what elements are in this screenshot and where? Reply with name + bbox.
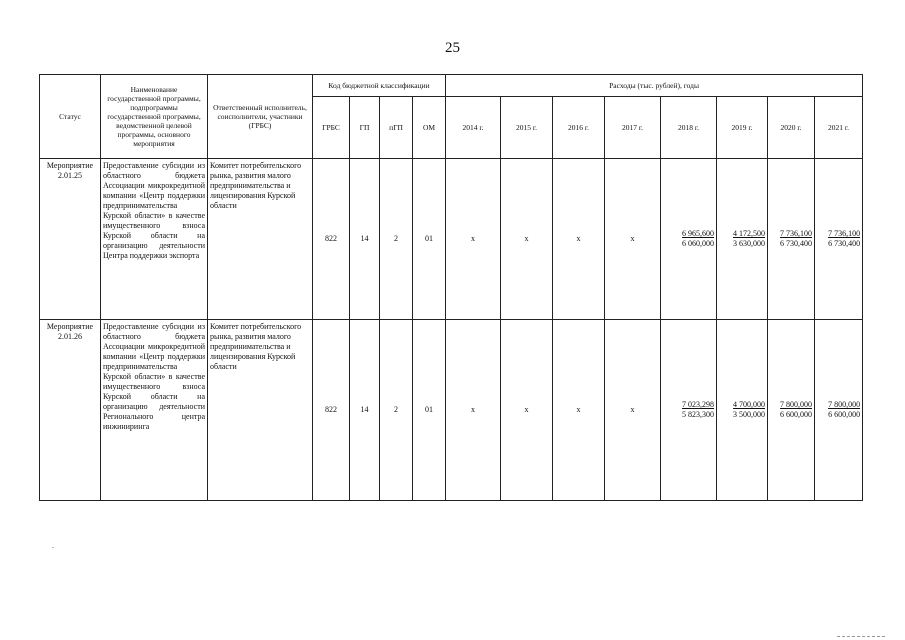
cell-2019 — [717, 159, 768, 320]
cell-pgp: 2 — [380, 159, 413, 320]
row-status: Мероприятие 2.01.26 — [40, 320, 101, 501]
table-row — [40, 320, 863, 501]
header-responsible: Ответственный исполнитель, соисполнители, участники (ГРБС) — [208, 75, 313, 159]
amount-total: 7 800,000 — [780, 400, 813, 409]
scan-edge-mark — [837, 636, 885, 638]
cell-2021 — [815, 320, 863, 501]
header-code-om: ОМ — [413, 97, 446, 159]
table-row — [40, 159, 863, 320]
row-responsible: Комитет потребительского рынка, развития малого предпринимательства и лицензирования Курской области — [208, 159, 313, 320]
page-number: 25 — [445, 40, 460, 56]
amount-total: 7 736,100 — [828, 229, 861, 238]
header-year: 2019 г. — [717, 97, 768, 159]
amount-total: 7 800,000 — [828, 400, 861, 409]
header-code-gp: ГП — [350, 97, 380, 159]
cell-om: 01 — [413, 159, 446, 320]
row-name: Предоставление субсидии из областного бюджета Ассоциации микрокредитной компании «Центр поддержки предпринимательства Курской области» в качестве имущественного взноса Курской области на организацию деятельности Центра поддержки экспорта — [101, 159, 208, 320]
cell-gp: 14 — [350, 320, 380, 501]
amount-total: 4 700,000 — [733, 400, 766, 409]
amount-total: 7 023,298 — [682, 400, 715, 409]
amount-part: 3 630,000 — [733, 239, 766, 248]
cell-grbs: 822 — [313, 320, 350, 501]
amount-part: 6 730,400 — [828, 239, 861, 248]
amount-part: 6 600,000 — [780, 410, 813, 419]
amount-part: 6 730,400 — [780, 239, 813, 248]
cell-om: 01 — [413, 320, 446, 501]
cell-2017: x — [605, 159, 661, 320]
header-year: 2015 г. — [501, 97, 553, 159]
amount-total: 7 736,100 — [780, 229, 813, 238]
cell-2017: x — [605, 320, 661, 501]
budget-table — [39, 74, 863, 501]
cell-2020 — [768, 159, 815, 320]
header-year: 2020 г. — [768, 97, 815, 159]
cell-2019 — [717, 320, 768, 501]
cell-2020 — [768, 320, 815, 501]
scan-speck — [52, 547, 54, 548]
header-status: Статус — [40, 75, 101, 159]
cell-grbs: 822 — [313, 159, 350, 320]
header-budget-code: Код бюджетной классификации — [313, 75, 446, 97]
row-status: Мероприятие 2.01.25 — [40, 159, 101, 320]
row-responsible: Комитет потребительского рынка, развития малого предпринимательства и лицензирования Курской области — [208, 320, 313, 501]
cell-2015: x — [501, 159, 553, 320]
cell-2014: x — [446, 320, 501, 501]
amount-total: 6 965,600 — [682, 229, 715, 238]
amount-part: 3 500,000 — [733, 410, 766, 419]
amount-total: 4 172,500 — [733, 229, 766, 238]
header-year: 2017 г. — [605, 97, 661, 159]
row-name: Предоставление субсидии из областного бюджета Ассоциации микрокредитной компании «Центр поддержки предпринимательства Курской области» в качестве имущественного взноса Курской области на организацию деятельности Регионального центра инжиниринга — [101, 320, 208, 501]
cell-2016: x — [553, 320, 605, 501]
header-year: 2021 г. — [815, 97, 863, 159]
header-year: 2018 г. — [661, 97, 717, 159]
cell-2015: x — [501, 320, 553, 501]
cell-2014: x — [446, 159, 501, 320]
header-year: 2014 г. — [446, 97, 501, 159]
header-name: Наименование государственной программы, подпрограммы государственной программы, ведомственной целевой программы, основного мероприятия — [101, 75, 208, 159]
cell-2021 — [815, 159, 863, 320]
amount-part: 5 823,300 — [682, 410, 715, 419]
amount-part: 6 600,000 — [828, 410, 861, 419]
cell-gp: 14 — [350, 159, 380, 320]
cell-pgp: 2 — [380, 320, 413, 501]
amount-part: 6 060,000 — [682, 239, 715, 248]
cell-2018 — [661, 320, 717, 501]
header-code-pgp: пГП — [380, 97, 413, 159]
header-year: 2016 г. — [553, 97, 605, 159]
cell-2018 — [661, 159, 717, 320]
header-expenses: Расходы (тыс. рублей), годы — [446, 75, 863, 97]
cell-2016: x — [553, 159, 605, 320]
header-code-grbs: ГРБС — [313, 97, 350, 159]
